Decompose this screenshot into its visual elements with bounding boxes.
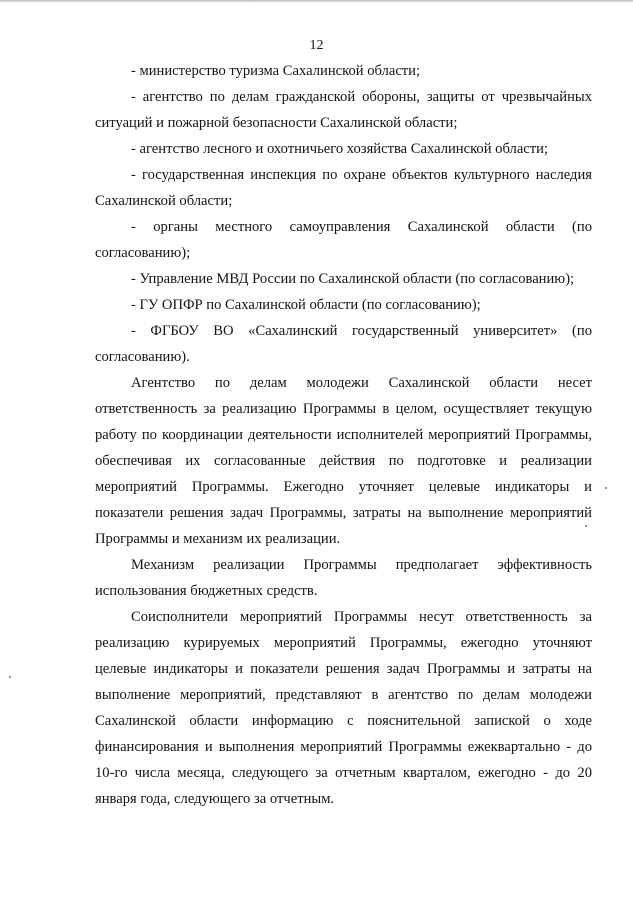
list-item: - органы местного самоуправления Сахалинской области (по согласованию); [95,219,592,261]
list-item: - министерство туризма Сахалинской области; [131,63,421,79]
scan-speck [9,676,11,678]
body-paragraph: Механизм реализации Программы предполагает эффективность использования бюджетных средств. [95,557,592,599]
list-item: - государственная инспекция по охране объектов культурного наследия Сахалинской области; [95,167,592,209]
body-paragraph: Соисполнители мероприятий Программы несут ответственность за реализацию курируемых мероприятий Программы, ежегодно уточняют целевые индикаторы и показатели решения задач Программы и затраты на выполнение мероприятий, представляют в агентство по делам молодежи Сахалинской области информацию с пояснительной запиской о ходе финансирования и выполнения мероприятий Программы ежеквартально - до 10-го числа месяца, следующего за отчетным кварталом, ежегодно - до 20 января года, следующего за отчетным. [95,609,592,807]
list-item: - ГУ ОПФР по Сахалинской области (по согласованию); [131,297,481,313]
scan-top-edge [0,0,633,3]
list-item: - агентство по делам гражданской обороны, защиты от чрезвычайных ситуаций и пожарной безопасности Сахалинской области; [95,89,592,131]
list-item: - ФГБОУ ВО «Сахалинский государственный университет» (по согласованию). [95,323,592,365]
page-number: 12 [309,38,324,53]
document-body [95,58,592,812]
body-paragraph: Агентство по делам молодежи Сахалинской области несет ответственность за реализацию Программы в целом, осуществляет текущую работу по координации деятельности исполнителей мероприятий Программы, обеспечивая их согласованные действия по подготовке и реализации мероприятий Программы. Ежегодно уточняет целевые индикаторы и показатели решения задач Программы, затраты на выполнение мероприятий Программы и механизм их реализации. [95,375,592,547]
scan-speck [585,525,587,527]
list-item: - агентство лесного и охотничьего хозяйства Сахалинской области; [131,141,549,157]
scan-speck [605,487,607,489]
list-item: - Управление МВД России по Сахалинской области (по согласованию); [131,271,575,287]
